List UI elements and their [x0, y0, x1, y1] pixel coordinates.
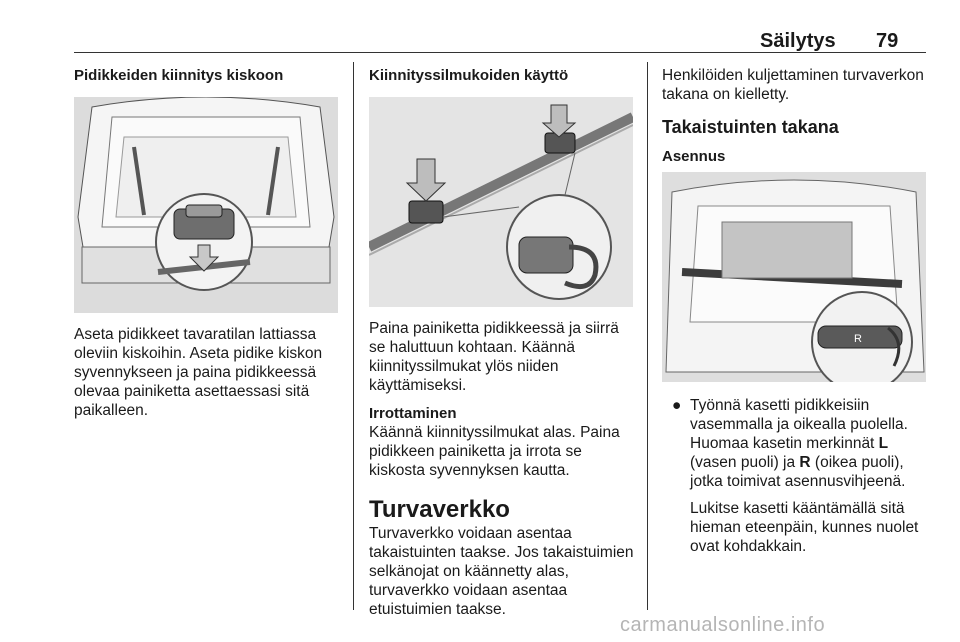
installation-step-text-start: Työnnä kasetti pidikkeisiin vasemmalla ja oikealla puolella. Huomaa kasetin merkinnät [690, 397, 908, 452]
header-rule [74, 52, 926, 53]
page-number: 79 [876, 30, 899, 52]
cassette-figure [662, 172, 926, 382]
installation-heading: Asennus [662, 148, 726, 165]
installation-step [662, 396, 930, 491]
rail-mounting-heading: Pidikkeiden kiinnitys kiskoon [74, 67, 284, 84]
column-divider-right [647, 62, 648, 610]
left-marking: L [878, 435, 889, 452]
column-divider-left [353, 62, 354, 610]
tie-down-heading: Kiinnityssilmukoiden käyttö [369, 67, 569, 84]
safety-warning-text: Henkilöiden kuljettaminen turvaverkon takana on kielletty. [662, 67, 924, 103]
right-marking: R [799, 454, 811, 471]
locking-instruction-text: Lukitse kasetti kääntämällä sitä hieman eteenpäin, kunnes nuolet ovat kohdakkain. [690, 500, 919, 555]
rail-mounting-text: Aseta pidikkeet tavaratilan lattiassa oleviin kiskoihin. Aseta pidike kiskon syvennykseen ja paina pidikkeessä olevaa painiketta asettaessasi sitä paikalleen. [74, 326, 323, 419]
safety-net-text: Turvaverkko voidaan asentaa takaistuinten taakse. Jos takaistuimien selkänojat on käännetty alas, turvaverkko voidaan asentaa etuistuimien taakse. [369, 525, 634, 618]
tie-down-figure [369, 97, 633, 307]
behind-rear-seats-title: Takaistuinten takana [662, 117, 839, 137]
removal-heading: Irrottaminen [369, 405, 457, 422]
cassette-mark-label: R [854, 333, 862, 345]
safety-net-title: Turvaverkko [369, 496, 510, 523]
installation-step-text-mid: (vasen puoli) ja [690, 454, 800, 471]
column-1 [74, 66, 344, 420]
tie-down-text: Paina painiketta pidikkeessä ja siirrä se haluttuun kohtaan. Käännä kiinnityssilmukat ylös niiden käyttämiseksi. [369, 320, 619, 394]
installation-step-text-end: (oikea puoli), jotka toimivat asennusvihjeenä. [690, 454, 906, 490]
trunk-rail-figure [74, 97, 338, 313]
watermark: carmanualsonline.info [620, 614, 826, 636]
column-2 [369, 66, 634, 619]
installation-step-text [690, 396, 930, 491]
page-header-title: Säilytys [760, 30, 836, 52]
bullet-marker: ● [672, 397, 682, 414]
removal-text: Käännä kiinnityssilmukat alas. Paina pidikkeen painiketta ja irrota se kiskosta syvennyksen kautta. [369, 424, 620, 479]
column-3 [662, 66, 930, 556]
